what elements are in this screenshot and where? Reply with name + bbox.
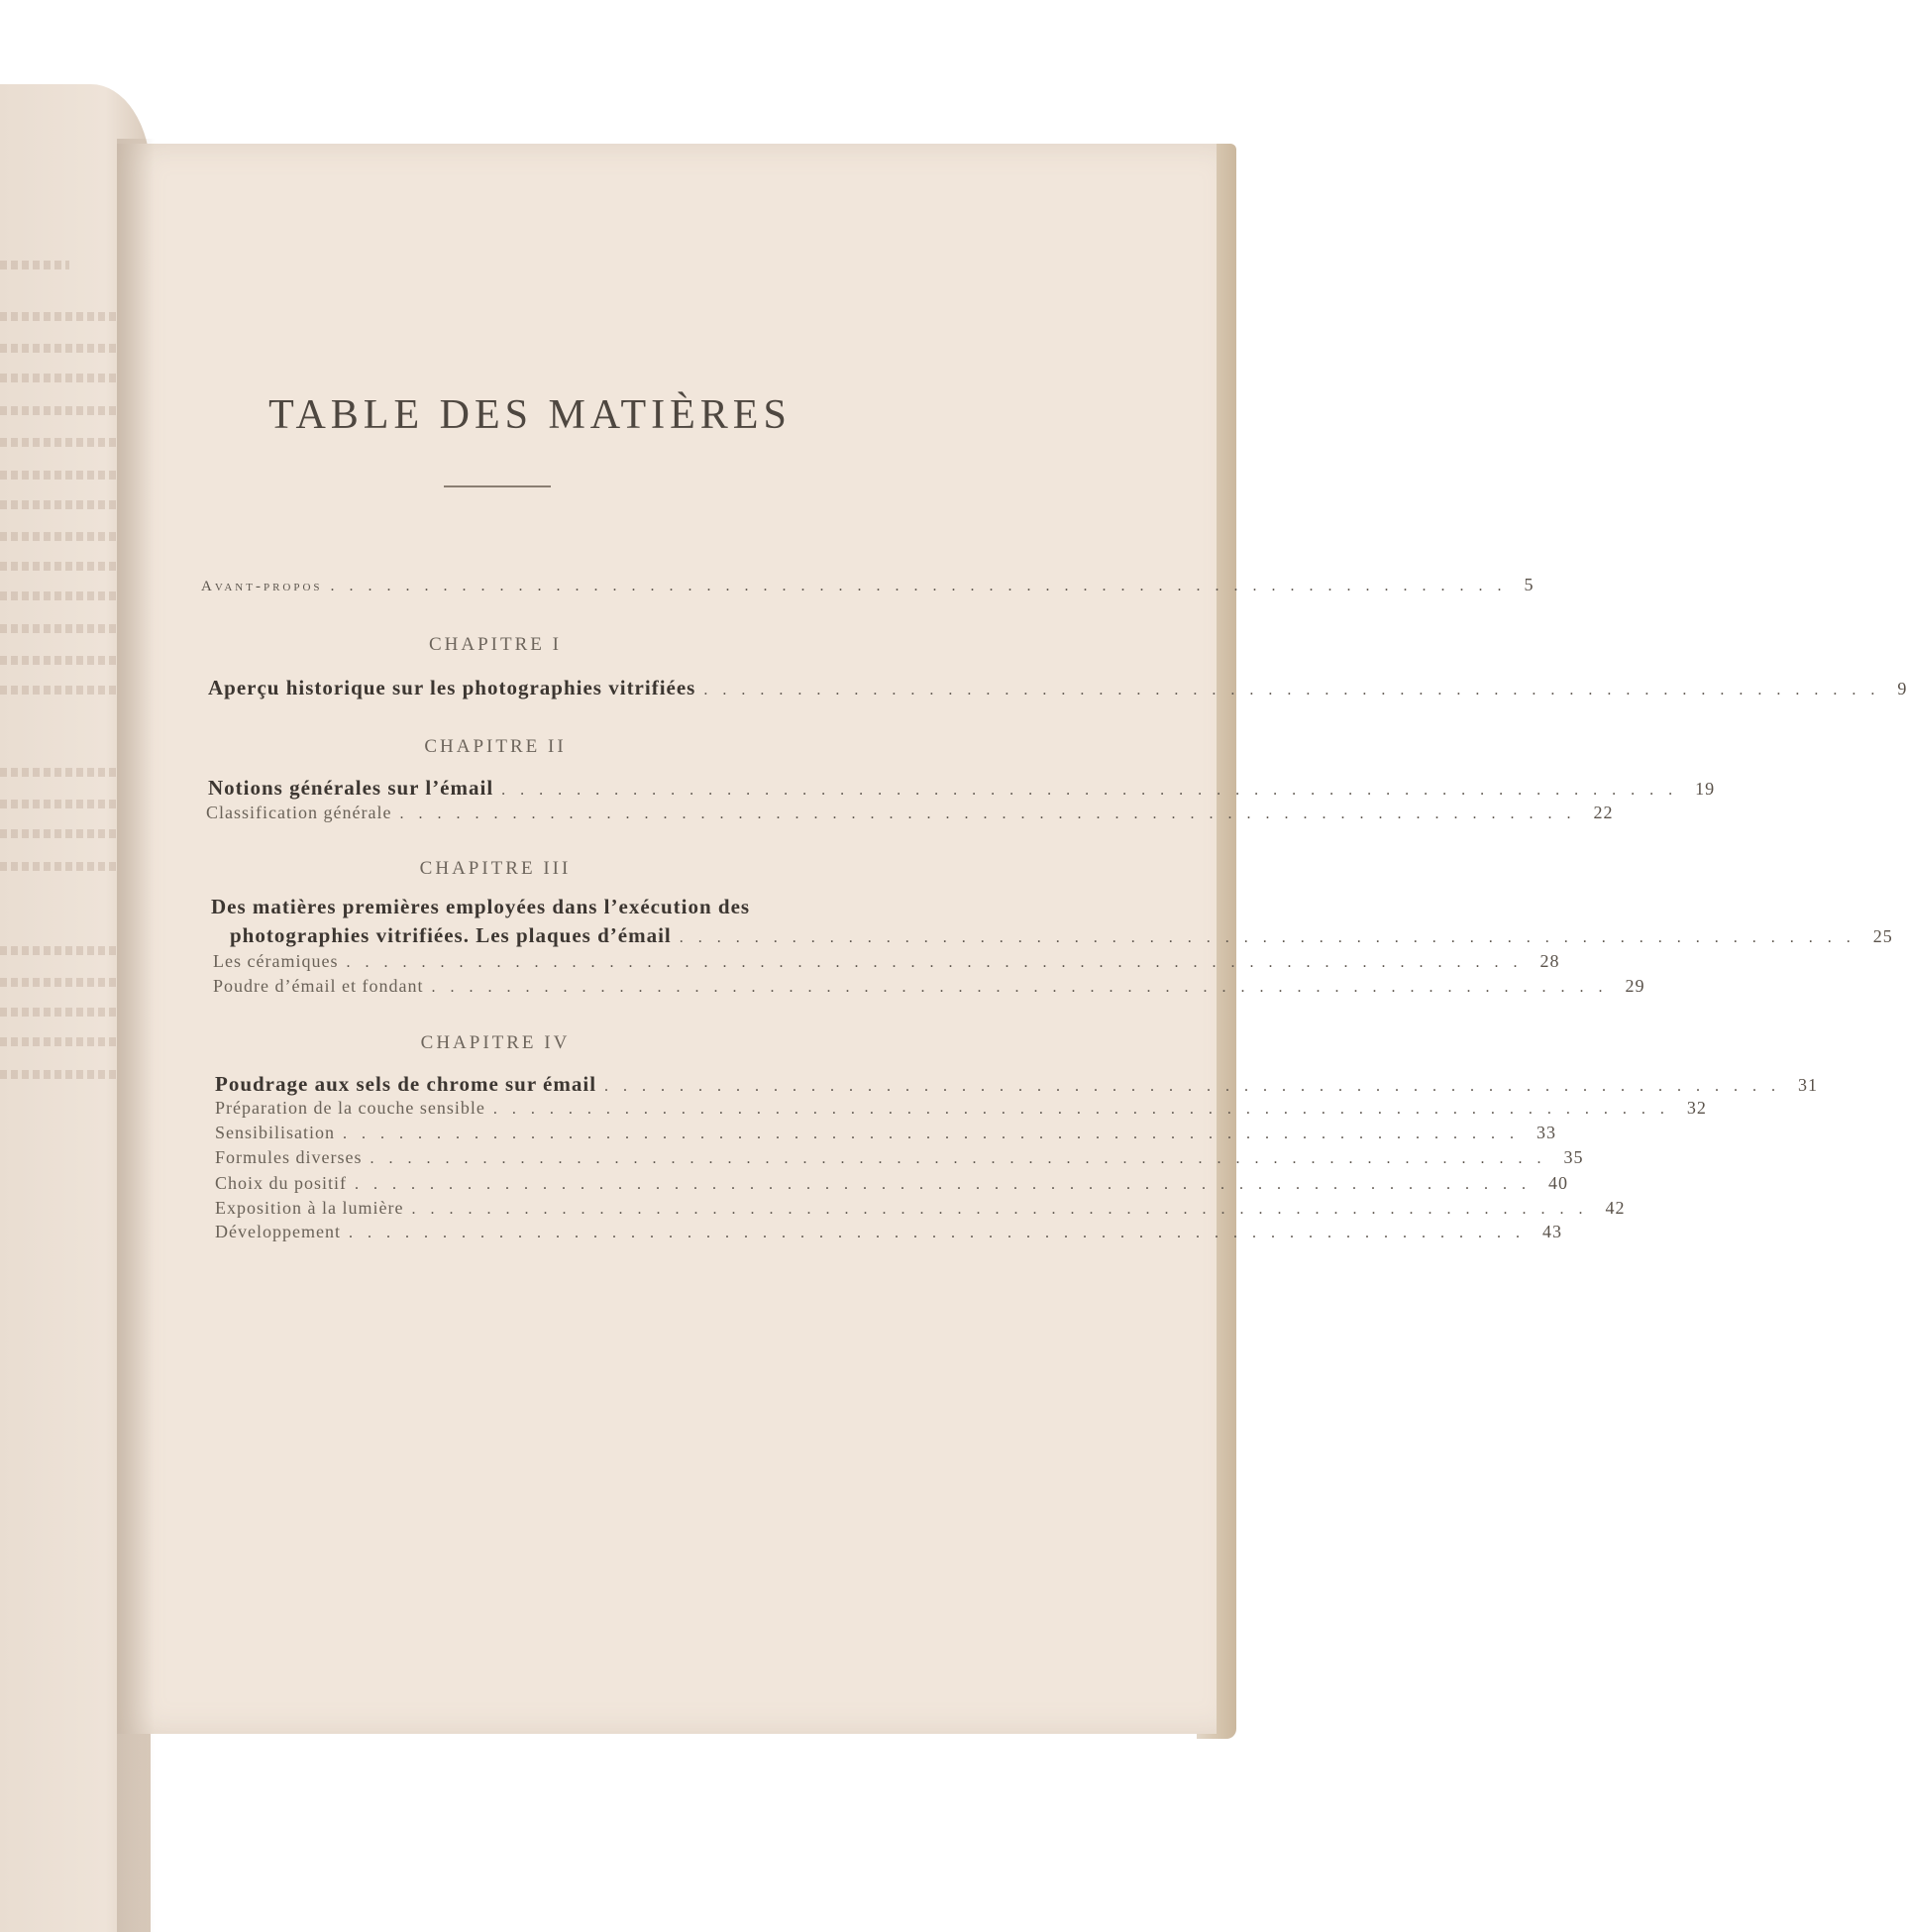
page-number: 31	[1798, 1075, 1819, 1095]
entry-label: Exposition à la lumière	[215, 1198, 404, 1218]
leader-dots: ...............................................................	[370, 1150, 1556, 1167]
page-number: 35	[1563, 1147, 1584, 1167]
leader-dots: ...............................................................	[330, 578, 1517, 594]
leader-dots: ...............................................................	[399, 805, 1586, 822]
entry-label: Les céramiques	[213, 951, 339, 971]
toc-entry[interactable]	[206, 803, 1614, 823]
entry-label: Préparation de la couche sensible	[215, 1098, 485, 1118]
book-gutter	[117, 139, 155, 1932]
chapter-heading: CHAPITRE II	[424, 736, 567, 757]
toc-entry[interactable]	[215, 1198, 1626, 1219]
page-number: 42	[1605, 1198, 1626, 1218]
leader-dots: ...............................................................	[343, 1126, 1530, 1142]
entry-label: Poudrage aux sels de chrome sur émail	[215, 1072, 597, 1096]
bleed-through-text	[0, 261, 69, 269]
page-number: 33	[1536, 1123, 1557, 1142]
chapter-heading: CHAPITRE IV	[420, 1032, 571, 1053]
page-number: 5	[1524, 575, 1535, 594]
page-number: 28	[1539, 951, 1560, 971]
entry-label: Poudre d’émail et fondant	[213, 976, 424, 996]
entry-label: Formules diverses	[215, 1147, 363, 1167]
toc-entry-avant-propos[interactable]	[201, 575, 1535, 595]
toc-entry[interactable]	[215, 1072, 1819, 1097]
page-number: 9	[1897, 679, 1907, 698]
toc-entry[interactable]	[215, 1123, 1557, 1143]
toc-entry[interactable]	[215, 1222, 1562, 1242]
page-number: 32	[1686, 1098, 1707, 1118]
leader-dots: ...............................................................	[501, 782, 1688, 799]
page-title: TABLE DES MATIÈRES	[268, 392, 792, 438]
page-number: 40	[1548, 1173, 1569, 1193]
leader-dots: ...............................................................	[703, 682, 1890, 698]
page-number: 22	[1593, 803, 1614, 822]
toc-entry[interactable]	[215, 1098, 1707, 1119]
toc-entry-line-1[interactable]: Des matières premières employées dans l’exécution des	[211, 895, 751, 918]
leader-dots: ...............................................................	[431, 979, 1618, 996]
leader-dots: ...............................................................	[679, 929, 1865, 946]
entry-label: Avant-propos	[201, 579, 323, 594]
entry-label: Choix du positif	[215, 1173, 348, 1193]
chapter-heading: CHAPITRE I	[429, 634, 562, 655]
page-number: 19	[1695, 779, 1716, 799]
chapter-heading: CHAPITRE III	[419, 858, 572, 879]
toc-entry[interactable]	[215, 1147, 1584, 1168]
toc-entry[interactable]	[230, 923, 1893, 948]
page-number: 25	[1872, 926, 1893, 946]
leader-dots: ...............................................................	[411, 1201, 1598, 1218]
entry-label: Sensibilisation	[215, 1123, 336, 1142]
page-number: 43	[1541, 1222, 1562, 1241]
toc-entry[interactable]	[215, 1173, 1569, 1194]
title-divider	[444, 485, 551, 487]
leader-dots: ...............................................................	[604, 1078, 1791, 1095]
entry-label: Aperçu historique sur les photographies vitrifiées	[208, 676, 696, 699]
entry-label: Classification générale	[206, 803, 392, 822]
entry-label: Développement	[215, 1222, 341, 1241]
entry-label: Notions générales sur l’émail	[208, 776, 494, 800]
leader-dots: ...............................................................	[348, 1225, 1535, 1241]
toc-entry[interactable]	[208, 776, 1716, 801]
toc-entry[interactable]	[213, 951, 1560, 972]
toc-entry[interactable]	[213, 976, 1645, 997]
leader-dots: ...............................................................	[355, 1176, 1541, 1193]
page-number: 29	[1625, 976, 1645, 996]
leader-dots: ...............................................................	[346, 954, 1533, 971]
leader-dots: ...............................................................	[492, 1101, 1679, 1118]
toc-entry[interactable]	[208, 676, 1907, 700]
entry-label: photographies vitrifiées. Les plaques d’émail	[230, 923, 672, 947]
